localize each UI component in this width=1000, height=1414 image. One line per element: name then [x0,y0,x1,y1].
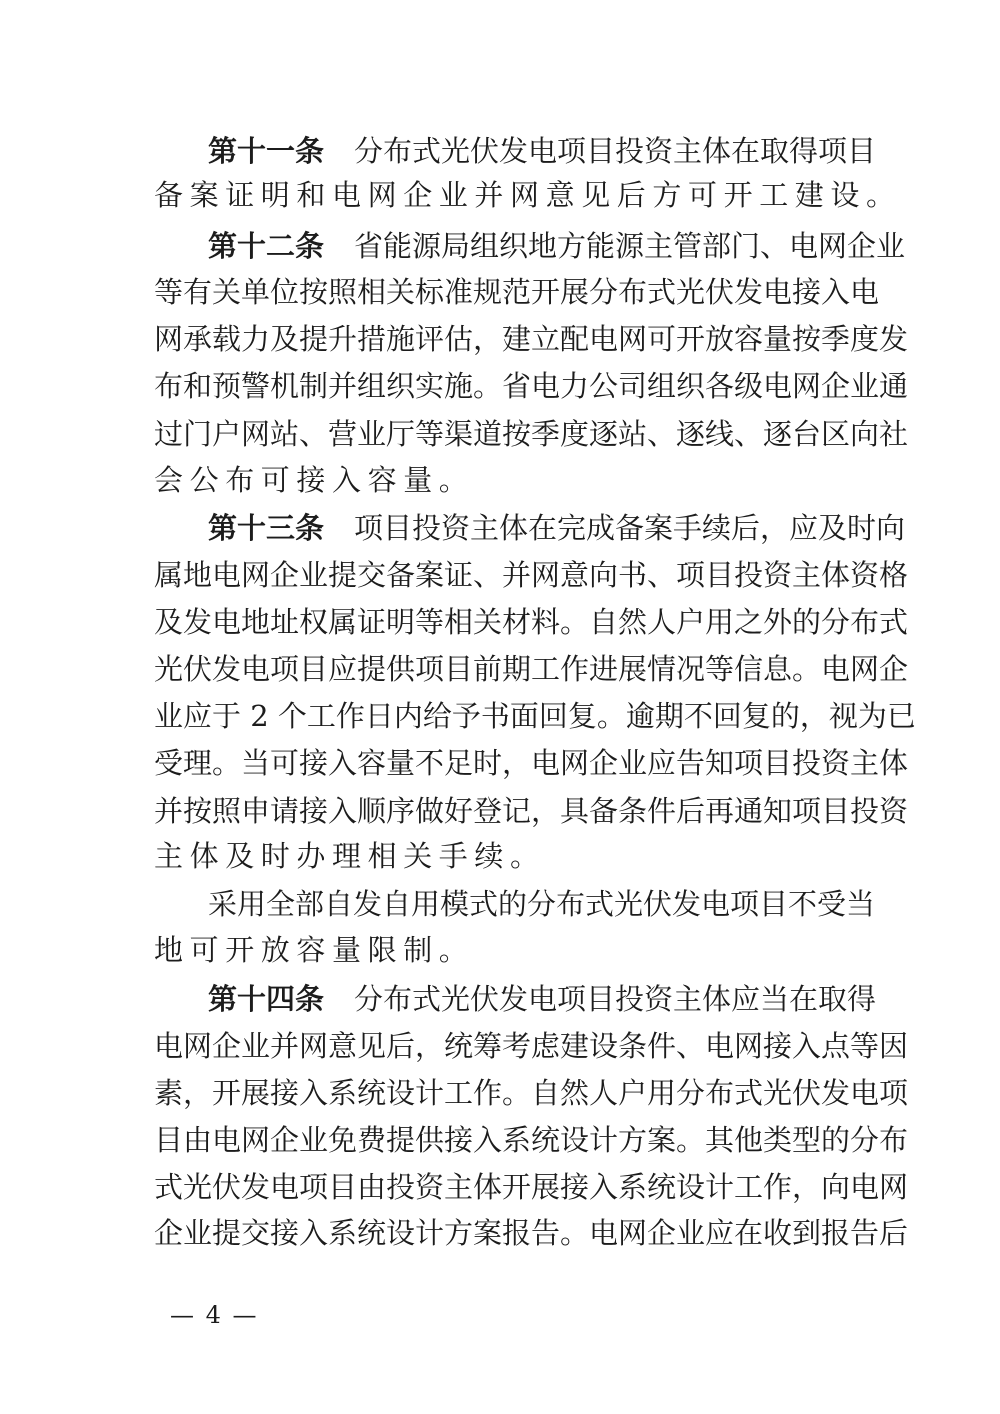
article-12-line-6: 会公布可接入容量。 [154,463,475,497]
article-14-line-3: 素，开展接入系统设计工作。自然人户用分布式光伏发电项 [154,1076,909,1110]
paragraph-line-2: 地可开放容量限制。 [154,933,475,967]
article-14-line-4: 目由电网企业免费提供接入系统设计方案。其他类型的分布 [154,1123,909,1157]
article-13-line-5: 业应于 2 个工作日内给予书面回复。逾期不回复的，视为已 [154,699,916,733]
article-14-line-6: 企业提交接入系统设计方案报告。电网企业应在收到报告后 [154,1216,909,1250]
article-11-heading: 第十一条 [208,134,325,168]
article-14-line-1 [208,979,877,1019]
article-13-line-7: 并按照申请接入顺序做好登记，具备条件后再通知项目投资 [154,794,909,828]
article-12-line-1 [208,226,906,266]
article-13-line-1 [208,508,906,548]
article-13-line-8: 主体及时办理相关手续。 [154,839,546,873]
article-12-line-4: 布和预警机制并组织实施。省电力公司组织各级电网企业通 [154,369,909,403]
article-14-line-5: 式光伏发电项目由投资主体开展接入系统设计工作，向电网 [154,1170,909,1204]
article-12-line-5: 过门户网站、营业厅等渠道按季度逐站、逐线、逐台区向社 [154,417,909,451]
article-13-heading: 第十三条 [208,511,325,545]
article-13-line-6: 受理。当可接入容量不足时，电网企业应告知项目投资主体 [154,746,909,780]
article-14-heading: 第十四条 [208,982,325,1016]
article-14-line-2: 电网企业并网意见后，统筹考虑建设条件、电网接入点等因 [154,1029,909,1063]
article-11-text: 分布式光伏发电项目投资主体在取得项目 [354,134,877,168]
article-12-text: 省能源局组织地方能源主管部门、电网企业 [354,229,906,263]
article-12-heading: 第十二条 [208,229,325,263]
page-number: — 4 — [170,1301,259,1329]
article-13-line-3: 及发电地址权属证明等相关材料。自然人户用之外的分布式 [154,605,909,639]
article-11-line-1 [208,131,877,171]
article-13-line-4: 光伏发电项目应提供项目前期工作进展情况等信息。电网企 [154,652,909,686]
paragraph-line-1: 采用全部自发自用模式的分布式光伏发电项目不受当 [208,887,876,921]
article-11-line-2: 备案证明和电网企业并网意见后方可开工建设。 [154,178,902,212]
article-12-line-3: 网承载力及提升措施评估，建立配电网可开放容量按季度发 [154,322,909,356]
article-13-line-2: 属地电网企业提交备案证、并网意向书、项目投资主体资格 [154,558,909,592]
article-14-text: 分布式光伏发电项目投资主体应当在取得 [354,982,877,1016]
article-13-text: 项目投资主体在完成备案手续后，应及时向 [354,511,906,545]
article-12-line-2: 等有关单位按照相关标准规范开展分布式光伏发电接入电 [154,275,880,309]
